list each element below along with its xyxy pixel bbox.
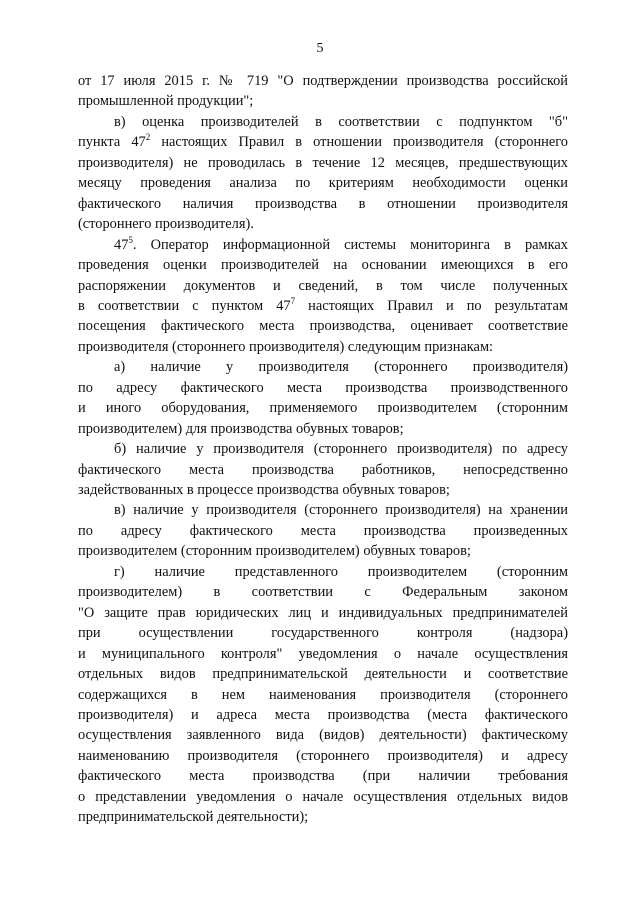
text-segment: 47 bbox=[114, 236, 129, 253]
text-line: производителя (стороннего производителя) следующим признакам: bbox=[78, 338, 494, 355]
text-line: и иного оборудования, применяемого производителем (сторонним bbox=[78, 400, 568, 417]
superscript: 5 bbox=[128, 234, 133, 245]
text-line: отдельных видов предпринимательской деятельности и соответствие bbox=[78, 666, 568, 683]
text-line bbox=[78, 296, 568, 316]
text-line: производителя) не проводилась в течение 12 месяцев, предшествующих bbox=[78, 154, 568, 171]
text-line: фактического места производства работников, непосредственно bbox=[78, 461, 568, 478]
text-line: б) наличие у производителя (стороннего производителя) по адресу bbox=[114, 441, 568, 458]
text-line: в) наличие у производителя (стороннего производителя) на хранении bbox=[114, 502, 568, 519]
text-line: задействованных в процессе производства обувных товаров; bbox=[78, 482, 450, 498]
text-line: а) наличие у производителя (стороннего производителя) bbox=[114, 359, 568, 376]
text-line: производителем) в соответствии с Федеральным законом bbox=[78, 584, 568, 601]
text-line: по адресу фактического места производства производственного bbox=[78, 379, 568, 396]
text-line: в) оценка производителей в соответствии с подпунктом "б" bbox=[114, 113, 568, 130]
text-line bbox=[78, 132, 568, 152]
text-segment: в соответствии с пунктом 47 bbox=[78, 297, 291, 314]
text-line: при осуществлении государственного контроля (надзора) bbox=[78, 625, 568, 642]
text-line: г) наличие представленного производителем (сторонним bbox=[114, 563, 568, 580]
text-segment: настоящих Правил в отношении производителя (стороннего bbox=[150, 134, 568, 151]
text-line: осуществления заявленного вида (видов) деятельности) фактическому bbox=[78, 727, 568, 744]
text-line: (стороннего производителя). bbox=[78, 216, 254, 233]
text-segment: пункта 47 bbox=[78, 134, 146, 151]
text-line: от 17 июля 2015 г. № 719 "О подтверждении производства российской bbox=[78, 73, 568, 89]
text-line: проведения оценки производителей на основании имеющихся в его bbox=[78, 257, 568, 274]
text-line: фактического места производства (при наличии требования bbox=[78, 768, 568, 785]
text-line: предпринимательской деятельности); bbox=[78, 809, 309, 826]
text-line: производителем) для производства обувных товаров; bbox=[78, 420, 404, 437]
superscript: 7 bbox=[290, 295, 296, 306]
page-number: 5 bbox=[316, 41, 324, 56]
text-line: распоряжении документов и сведений, в том числе полученных bbox=[78, 277, 568, 294]
text-line: "О защите прав юридических лиц и индивидуальных предпринимателей bbox=[78, 604, 568, 621]
text-segment: настоящих Правил и по результатам bbox=[295, 297, 568, 314]
text-line: посещения фактического места производства, оценивает соответствие bbox=[78, 318, 568, 335]
text-segment: . Оператор информационной системы мониторинга в рамках bbox=[132, 236, 568, 253]
text-line: по адресу фактического места производства произведенных bbox=[78, 522, 568, 539]
text-line bbox=[114, 235, 568, 255]
text-line: содержащихся в нем наименования производителя (стороннего bbox=[78, 686, 568, 703]
superscript: 2 bbox=[145, 132, 151, 143]
text-line: о представлении уведомления о начале осуществления отдельных видов bbox=[78, 788, 568, 805]
text-line: и муниципального контроля" уведомления о начале осуществления bbox=[78, 645, 568, 662]
text-line: промышленной продукции"; bbox=[78, 93, 254, 110]
text-line: наименованию производителя (стороннего производителя) и адресу bbox=[78, 747, 568, 764]
text-line: фактического наличия производства в отношении производителя bbox=[78, 195, 568, 212]
text-line: производителя) и адреса места производства (места фактического bbox=[78, 706, 568, 723]
text-line: производителем (сторонним производителем) обувных товаров; bbox=[78, 543, 471, 560]
text-line: месяцу проведения анализа по критериям необходимости оценки bbox=[78, 175, 568, 192]
